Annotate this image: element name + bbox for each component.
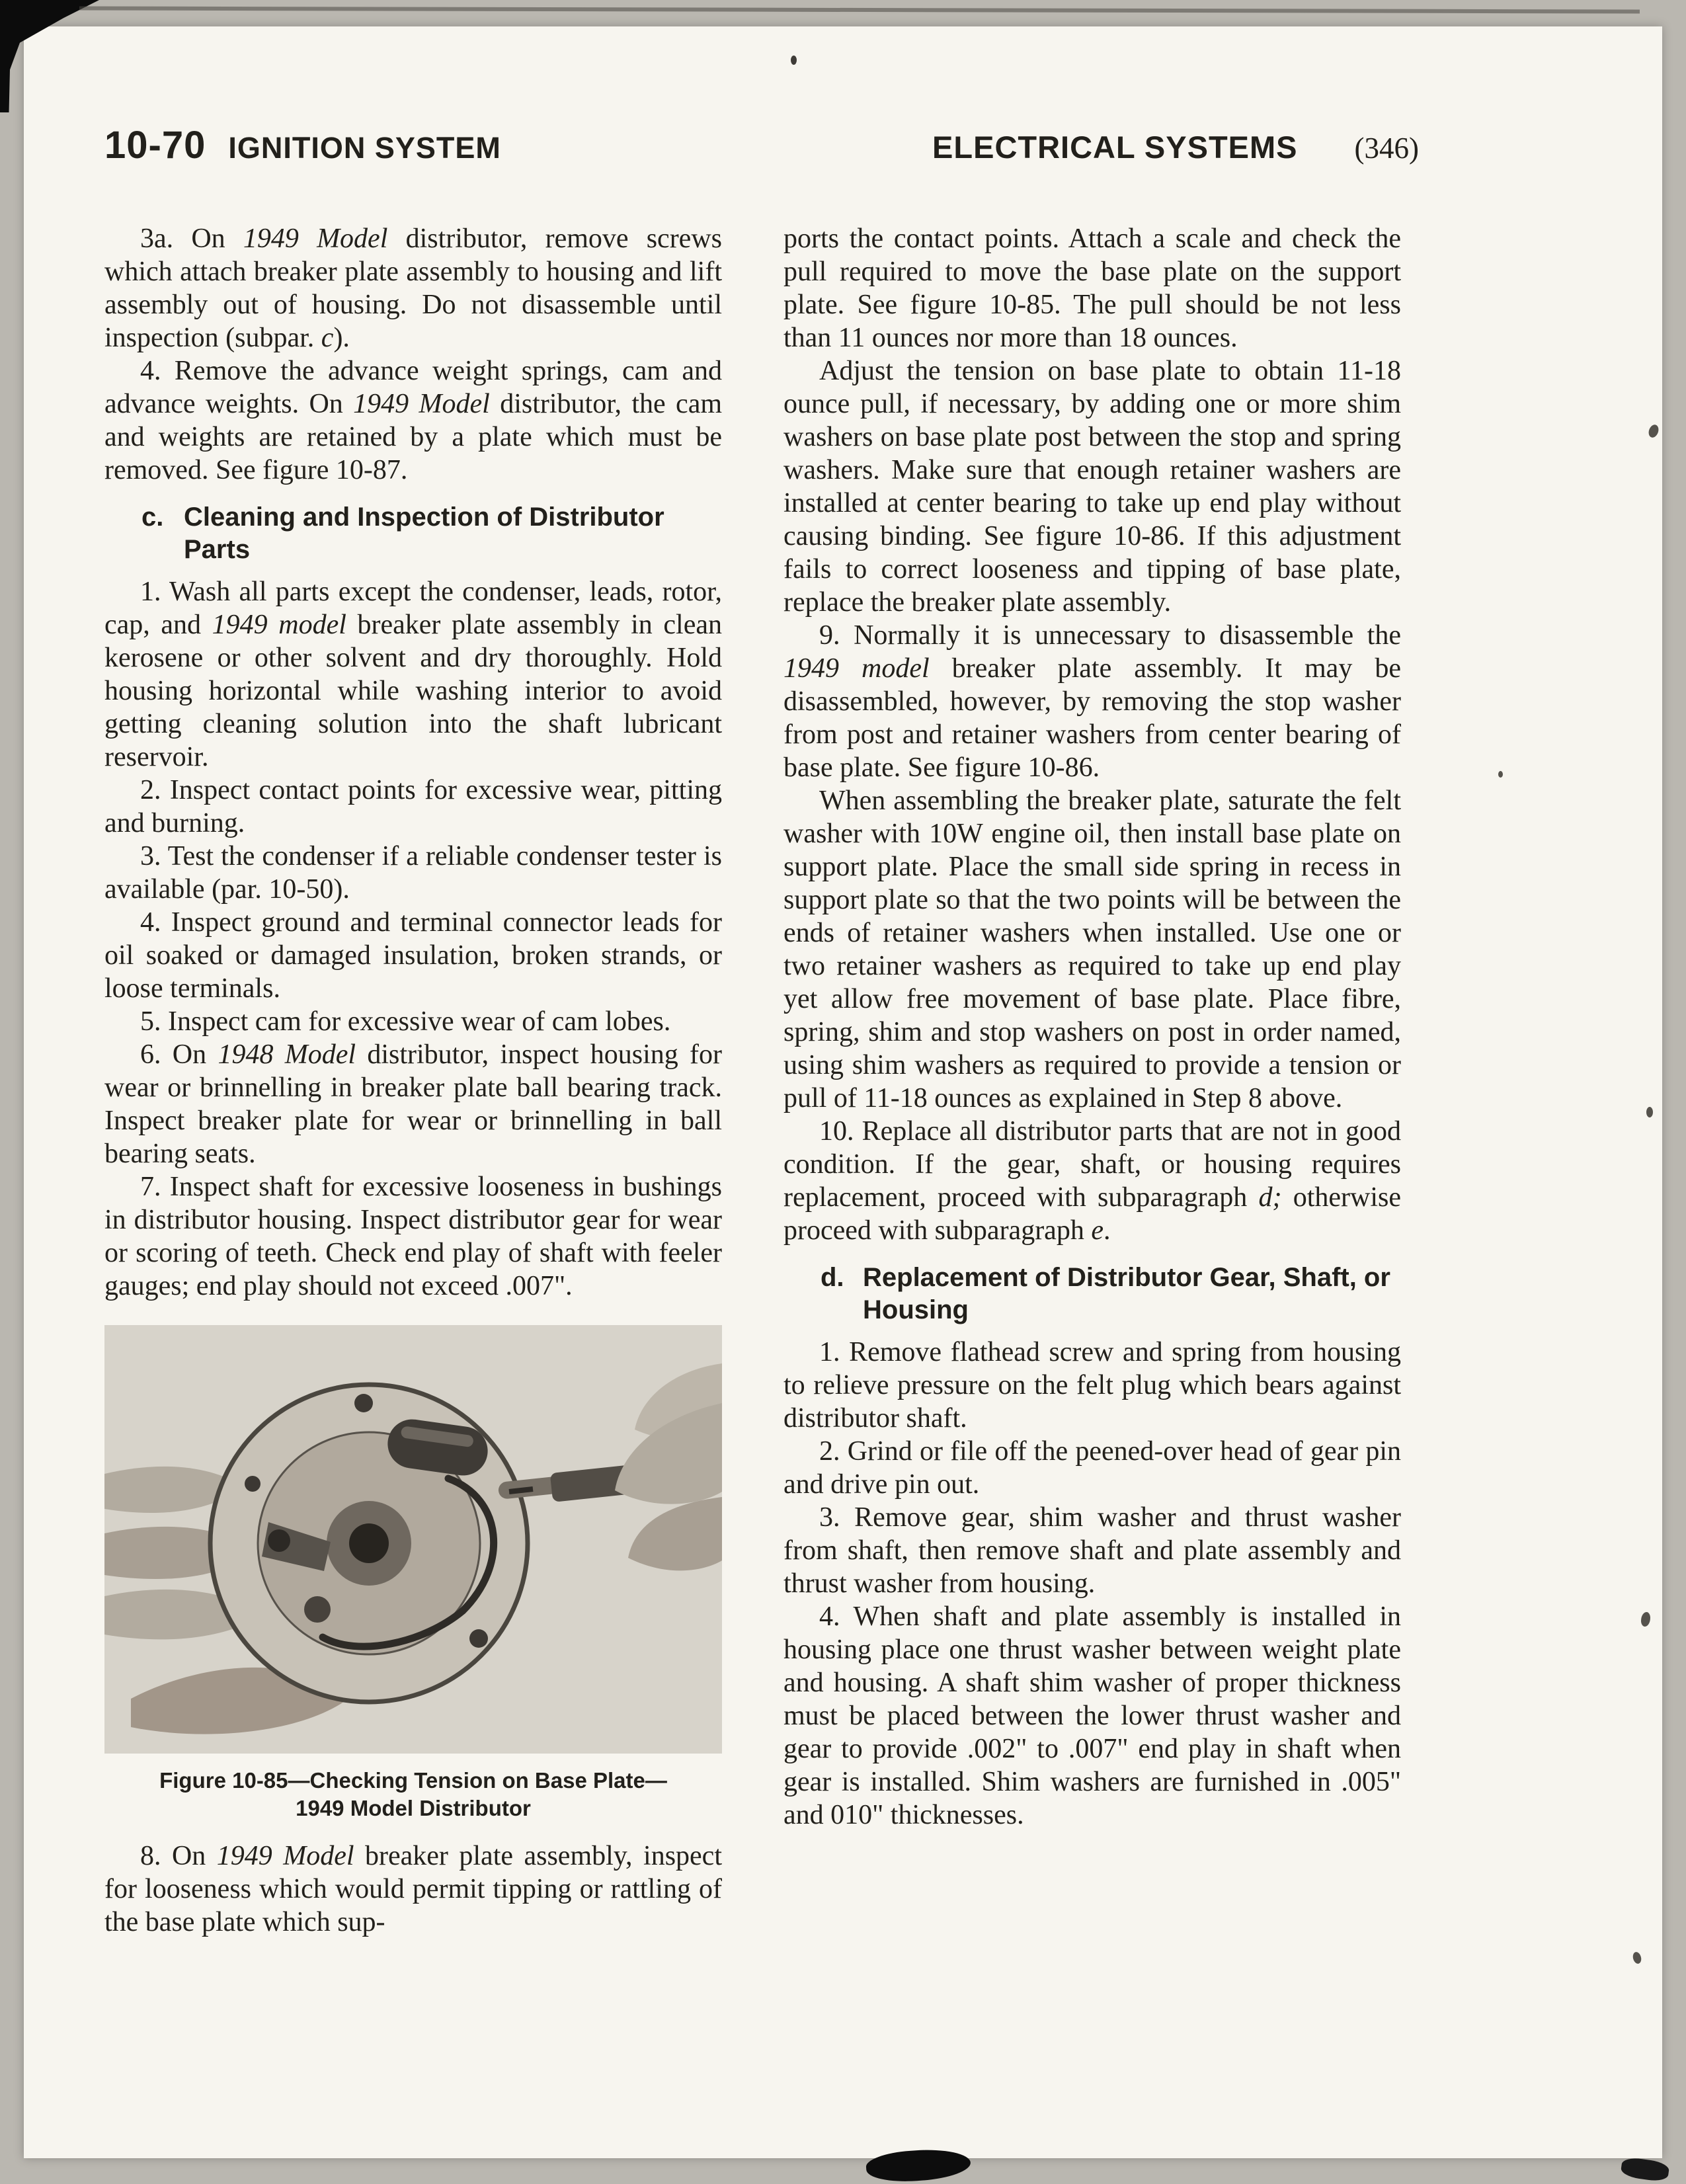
italic-text: c [321,323,334,353]
paragraph [783,1435,1401,1501]
paragraph [104,1038,722,1170]
page-number: (346) [1354,132,1419,165]
paragraph [783,1600,1401,1832]
paragraph [783,1336,1401,1435]
text-run: Adjust the tension on base plate to obtain 11-18 ounce pull, if necessary, by adding one or more shim washers on base plate post between the stop and spring washers. Make sure that enough retainer washers are installed at center bearing to take up end play without causing binding. See figure 10-86. If this adjustment fails to correct looseness and tipping of base plate, replace the breaker plate assembly. [783,356,1401,618]
figure-photo [104,1325,722,1754]
scan-artifact-bottom-right-mark [1620,2156,1669,2183]
text-run: 10. Replace all distributor parts that are not in good condition. If the gear, shaft, or housing requires replacement, proceed with subparagraph [783,1116,1401,1213]
italic-text: 1949 model [212,610,346,640]
italic-text: e [1091,1215,1104,1246]
text-run: breaker plate assembly. It may be disassembled, however, by removing the stop washer from post and retainer washers from center bearing of base plate. See figure 10-86. [783,653,1401,783]
subsection-label: d. [821,1263,844,1292]
chapter-title: ELECTRICAL SYSTEMS [932,130,1298,165]
text-run: 5. Inspect cam for excessive wear of cam lobes. [140,1006,671,1037]
text-run: breaker plate assembly in clean kerosene or other solvent and dry thoroughly. Hold housing horizontal while washing interior to avoid getting cleaning solution into the shaft lubricant reservoir. [104,610,722,772]
text-run: . [1103,1215,1111,1246]
header-left [104,123,501,167]
scan-artifact-top-edge-line [79,7,1640,14]
paragraph [783,619,1401,784]
paragraph [104,1005,722,1038]
text-run: distributor, inspect housing for wear or brinnelling in breaker plate ball bearing track. Inspect breaker plate for wear or brinnelling in ball bearing seats. [104,1039,723,1169]
italic-text: 1948 Model [218,1039,356,1070]
text-run: 1. Remove flathead screw and spring from housing to relieve pressure on the felt plug which bears against distributor shaft. [783,1337,1401,1434]
subsection-heading [783,1262,1401,1326]
paragraph [783,784,1401,1115]
italic-text: 1949 Model [243,223,388,254]
subsection-label: c. [141,503,164,532]
text-run: 3a. On [140,223,243,254]
paragraph [104,222,722,354]
paragraph [783,222,1401,354]
text-run: ). [333,323,350,353]
paragraph [104,575,722,774]
paragraph [104,1170,722,1303]
subsection-title: Cleaning and Inspection of Distributor Parts [184,503,664,564]
text-run: ports the contact points. Attach a scale and check the pull required to move the base plate on the support plate. See figure 10-85. The pull should be not less than 11 ounces nor more than 18 ounces. [783,223,1401,353]
paragraph [104,354,722,487]
page-header [104,123,1419,167]
text-run: 3. Test the condenser if a reliable condenser tester is available (par. 10-50). [104,841,722,905]
text-run: 1. Wash all parts except the condenser, leads, rotor, cap, and [104,577,722,640]
text-run: 4. When shaft and plate assembly is installed in housing place one thrust washer between weight plate and housing. A shaft shim washer of proper thickness must be placed between the lower thrust washer and gear to provide .002" to .007" end play in shaft when gear is installed. Shim washers are furnished in .005" and 010" thicknesses. [783,1601,1401,1830]
paragraph [783,1115,1401,1247]
paragraph [104,840,722,906]
text-run: distributor, remove screws which attach breaker plate assembly to housing and lift assembly out of housing. Do not disassemble until inspection (subpar. [104,223,723,353]
paragraph [783,354,1401,619]
text-run: breaker plate assembly, inspect for looseness which would permit tipping or rattling of the base plate which sup- [104,1841,722,1937]
section-number: 10-70 [104,124,206,167]
text-run: 4. Inspect ground and terminal connector leads for oil soaked or damaged insulation, broken strands, or loose terminals. [104,907,722,1004]
text-run: When assembling the breaker plate, saturate the felt washer with 10W engine oil, then install base plate on support plate. Place the small side spring in recess in support plate so that the two points will be between the ends of retainer washers when installed. Use one or two retainer washers as required to take up end play yet allow free movement of base plate. Place fibre, spring, shim and stop washers on post in order named, using shim washers as required to provide a tension or pull of 11-18 ounces as explained in Step 8 above. [783,786,1401,1113]
paragraph [104,906,722,1005]
manual-page [24,26,1662,2158]
text-run: 3. Remove gear, shim washer and thrust washer from shaft, then remove shaft and plate assembly and thrust washer from housing. [783,1502,1401,1599]
section-title: IGNITION SYSTEM [228,131,501,165]
text-run: 4. Remove the advance weight springs, cam and advance weights. On [104,356,722,419]
text-run: 8. On [140,1841,217,1871]
italic-text: 1949 model [783,653,930,684]
text-run: distributor, the cam and weights are retained by a plate which must be removed. See figure 10-87. [104,389,723,485]
figure-10-85 [104,1325,722,1822]
subsection-title: Replacement of Distributor Gear, Shaft, or Housing [863,1263,1390,1324]
text-run: 2. Grind or file off the peened-over head of gear pin and drive pin out. [783,1436,1401,1500]
text-run: 2. Inspect contact points for excessive wear, pitting and burning. [104,775,722,838]
italic-text: 1949 Model [353,389,490,419]
figure-caption: Figure 10-85—Checking Tension on Base Plate—1949 Model Distributor [159,1768,667,1820]
text-run: 9. Normally it is unnecessary to disassemble the [819,620,1401,651]
subsection-heading [104,501,722,566]
right-column [783,222,1401,1832]
italic-text: 1949 Model [216,1841,354,1871]
paragraph [104,1840,722,1939]
header-right [932,129,1419,165]
paragraph [783,1501,1401,1600]
paragraph [104,774,722,840]
left-column [104,222,722,1939]
text-run: 7. Inspect shaft for excessive looseness in bushings in distributor housing. Inspect distributor gear for wear or scoring of teeth. Check end play of shaft with feeler gauges; end play should not exceed .007". [104,1172,722,1301]
text-run: 6. On [140,1039,218,1070]
italic-text: d; [1258,1182,1282,1213]
text-run: otherwise proceed with subparagraph [783,1182,1401,1246]
